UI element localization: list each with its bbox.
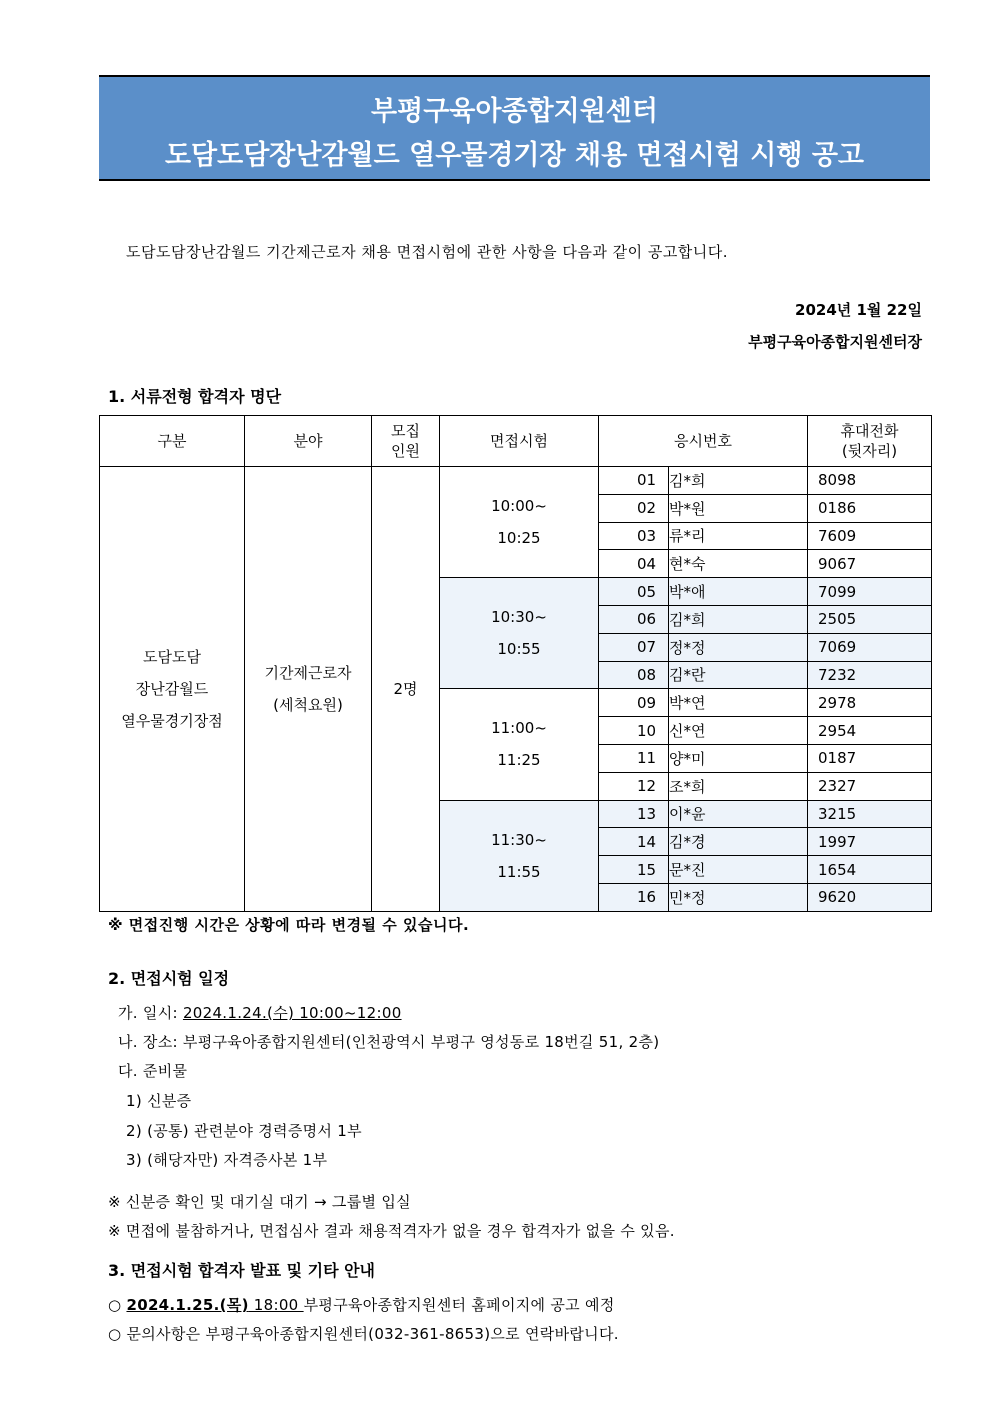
- applicant-name: 류*리: [669, 522, 808, 550]
- applicant-name: 김*란: [669, 661, 808, 689]
- applicant-number: 16: [599, 883, 669, 911]
- category-line: 장난감월드: [135, 679, 209, 698]
- time-slot-2: [440, 578, 599, 689]
- applicant-phone: 0186: [808, 494, 932, 522]
- applicant-name: 김*희: [669, 467, 808, 495]
- slot-start: 11:30~: [491, 830, 547, 849]
- contact-text: 문의사항은 부평구육아종합지원센터(032-361-8653)으로 연락바랍니다.: [126, 1325, 619, 1343]
- supplies-item: 1) 신분증: [126, 1092, 192, 1110]
- section-3-heading: 3. 면접시험 합격자 발표 및 기타 안내: [108, 1261, 376, 1280]
- applicant-phone: 2327: [808, 772, 932, 800]
- contact-bullet: [108, 1323, 619, 1344]
- applicant-phone: 3215: [808, 800, 932, 828]
- applicant-phone: 7609: [808, 522, 932, 550]
- recruit-cell: 2명: [372, 467, 440, 912]
- supplies-item: 3) (해당자만) 자격증사본 1부: [126, 1151, 328, 1169]
- time-slot-1: [440, 467, 599, 578]
- applicant-number: 09: [599, 689, 669, 717]
- category-cell: [100, 467, 245, 912]
- applicant-number: 05: [599, 578, 669, 606]
- schedule-date-value: 2024.1.24.(수) 10:00~12:00: [182, 1004, 402, 1022]
- applicant-name: 정*정: [669, 633, 808, 661]
- applicant-name: 박*원: [669, 494, 808, 522]
- header-phone-line2: (뒷자리): [841, 442, 898, 460]
- header-recruit: [372, 416, 440, 467]
- header-phone-line1: 휴대전화: [840, 422, 899, 440]
- applicant-name: 양*미: [669, 744, 808, 772]
- circle-bullet-icon: ○: [108, 1296, 122, 1314]
- header-category: 구분: [100, 416, 245, 467]
- table-row: [100, 467, 932, 495]
- header-recruit-line2: 인원: [391, 442, 420, 460]
- header-applicant: 응시번호: [599, 416, 808, 467]
- applicant-phone: 7099: [808, 578, 932, 606]
- category-line: 도담도담: [143, 647, 201, 666]
- applicant-number: 10: [599, 717, 669, 745]
- title-line-1: 부평구육아종합지원센터: [371, 96, 658, 127]
- applicant-number: 08: [599, 661, 669, 689]
- section-1-heading: 1. 서류전형 합격자 명단: [108, 387, 282, 406]
- circle-bullet-icon: ○: [108, 1325, 122, 1343]
- applicant-phone: 1997: [808, 828, 932, 856]
- applicant-number: 04: [599, 550, 669, 578]
- applicant-name: 김*희: [669, 605, 808, 633]
- applicant-number: 11: [599, 744, 669, 772]
- field-line: (세척요원): [273, 695, 343, 714]
- applicant-name: 이*윤: [669, 800, 808, 828]
- applicant-phone: 9620: [808, 883, 932, 911]
- header-field: 분야: [245, 416, 372, 467]
- field-line: 기간제근로자: [264, 663, 352, 682]
- announcement-bullet: [108, 1294, 615, 1315]
- announce-date: 2024.1.25.(목): [126, 1296, 249, 1314]
- field-cell: [245, 467, 372, 912]
- applicant-number: 12: [599, 772, 669, 800]
- applicant-phone: 2978: [808, 689, 932, 717]
- no-passer-note: ※ 면접에 불참하거나, 면접심사 결과 채용적격자가 없을 경우 합격자가 없을 수 있음.: [108, 1222, 675, 1240]
- applicant-name: 문*진: [669, 856, 808, 884]
- header-recruit-line1: 모집: [391, 422, 420, 440]
- schedule-date-label: 가. 일시:: [118, 1004, 183, 1022]
- header-interview: 면접시험: [440, 416, 599, 467]
- slot-end: 11:25: [497, 751, 541, 770]
- applicant-number: 03: [599, 522, 669, 550]
- intro-text: 도담도담장난감월드 기간제근로자 채용 면접시험에 관한 사항을 다음과 같이 공고합니다.: [126, 243, 729, 261]
- slot-end: 10:25: [497, 529, 541, 548]
- title-line-2: 도담도담장난감월드 열우물경기장 채용 면접시험 시행 공고: [164, 140, 865, 171]
- applicant-phone: 8098: [808, 467, 932, 495]
- applicant-number: 06: [599, 605, 669, 633]
- notice-date: 2024년 1월 22일: [795, 301, 922, 319]
- passer-table: [99, 415, 932, 912]
- table-header-row: [100, 416, 932, 467]
- schedule-item-date: [118, 1002, 402, 1023]
- applicant-name: 신*연: [669, 717, 808, 745]
- time-slot-4: [440, 800, 599, 911]
- entry-procedure-note: ※ 신분증 확인 및 대기실 대기 → 그룹별 입실: [108, 1193, 411, 1211]
- applicant-phone: 2505: [808, 605, 932, 633]
- applicant-phone: 7069: [808, 633, 932, 661]
- applicant-name: 조*희: [669, 772, 808, 800]
- applicant-name: 현*숙: [669, 550, 808, 578]
- applicant-number: 15: [599, 856, 669, 884]
- applicant-name: 박*연: [669, 689, 808, 717]
- supplies-item: 2) (공통) 관련분야 경력증명서 1부: [126, 1122, 362, 1140]
- slot-start: 10:00~: [491, 497, 547, 516]
- schedule-item-supplies: 다. 준비물: [118, 1062, 188, 1080]
- header-phone: [808, 416, 932, 467]
- schedule-item-place: 나. 장소: 부평구육아종합지원센터(인천광역시 부평구 영성동로 18번길 51, 2층): [118, 1033, 660, 1051]
- schedule-change-note: ※ 면접진행 시간은 상황에 따라 변경될 수 있습니다.: [108, 916, 470, 934]
- applicant-name: 김*경: [669, 828, 808, 856]
- category-line: 열우물경기장점: [121, 711, 223, 730]
- slot-start: 11:00~: [491, 719, 547, 738]
- applicant-phone: 2954: [808, 717, 932, 745]
- applicant-name: 민*정: [669, 883, 808, 911]
- notice-title-banner: [99, 75, 930, 181]
- slot-start: 10:30~: [491, 608, 547, 627]
- slot-end: 11:55: [497, 862, 541, 881]
- applicant-phone: 9067: [808, 550, 932, 578]
- announce-time: 18:00: [248, 1296, 304, 1314]
- applicant-phone: 0187: [808, 744, 932, 772]
- applicant-number: 13: [599, 800, 669, 828]
- applicant-number: 01: [599, 467, 669, 495]
- applicant-number: 02: [599, 494, 669, 522]
- announce-text: 부평구육아종합지원센터 홈페이지에 공고 예정: [303, 1296, 615, 1314]
- slot-end: 10:55: [497, 640, 541, 659]
- section-2-heading: 2. 면접시험 일정: [108, 969, 230, 988]
- applicant-number: 14: [599, 828, 669, 856]
- applicant-number: 07: [599, 633, 669, 661]
- time-slot-3: [440, 689, 599, 800]
- issuer-name: 부평구육아종합지원센터장: [748, 333, 922, 351]
- applicant-phone: 1654: [808, 856, 932, 884]
- applicant-phone: 7232: [808, 661, 932, 689]
- applicant-name: 박*애: [669, 578, 808, 606]
